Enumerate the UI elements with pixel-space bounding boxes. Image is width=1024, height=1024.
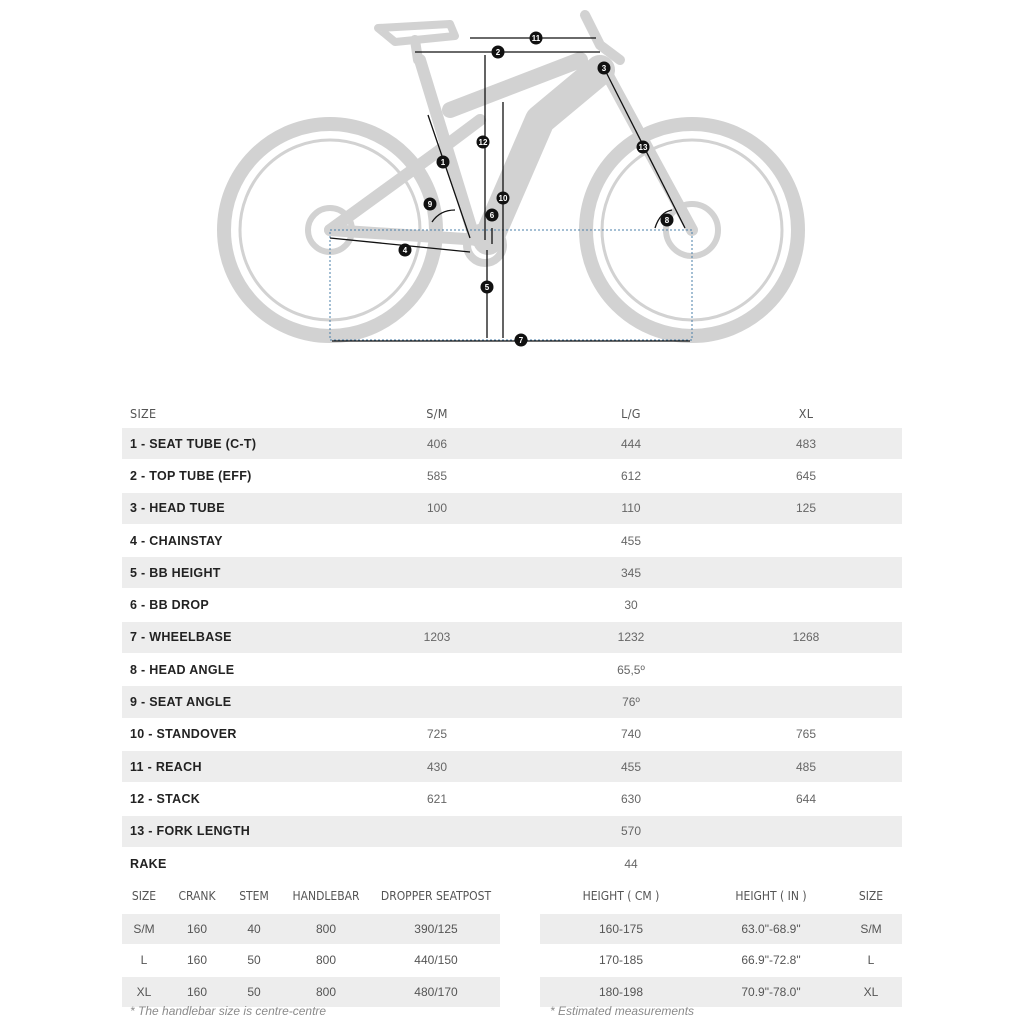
table-cell: 70.9"-78.0" — [702, 976, 840, 1008]
comp-header-size: SIZE — [122, 880, 166, 913]
table-row — [122, 913, 500, 945]
value-xl — [710, 524, 902, 556]
table-cell: 440/150 — [372, 945, 500, 977]
value-xl — [710, 589, 902, 621]
value-lg: 65,5º — [552, 654, 710, 686]
geometry-row — [122, 428, 902, 460]
bike-silhouette — [224, 15, 798, 336]
value-sm: 100 — [322, 492, 552, 524]
value-sm: 585 — [322, 460, 552, 492]
comp-header-handlebar: HANDLEBAR — [280, 880, 372, 913]
table-cell: 160 — [166, 945, 228, 977]
header-xl: XL — [798, 405, 814, 421]
value-xl: 765 — [710, 718, 902, 750]
marker-label: 11 — [531, 34, 541, 43]
marker-7 — [515, 334, 528, 347]
marker-label: 10 — [498, 194, 508, 203]
table-row — [540, 976, 902, 1008]
table-cell: 50 — [228, 945, 280, 977]
marker-9 — [424, 198, 437, 211]
table-cell: XL — [840, 976, 902, 1008]
marker-label: 8 — [664, 216, 670, 225]
height-size-table — [540, 880, 902, 1009]
table-cell: 800 — [280, 976, 372, 1008]
geometry-row — [122, 654, 902, 686]
marker-5 — [481, 281, 494, 294]
table-cell: 63.0"-68.9" — [702, 913, 840, 945]
table-cell: 40 — [228, 913, 280, 945]
value-sm — [322, 557, 552, 589]
value-xl: 485 — [710, 750, 902, 782]
row-label: 4 - CHAINSTAY — [122, 524, 322, 556]
table-cell: 180-198 — [540, 976, 702, 1008]
components-header-row — [122, 880, 500, 913]
marker-1 — [437, 156, 450, 169]
table-cell: 160 — [166, 913, 228, 945]
row-label: 11 - REACH — [122, 750, 322, 782]
geometry-row — [122, 621, 902, 653]
table-cell: S/M — [122, 913, 166, 945]
geometry-row — [122, 783, 902, 815]
value-xl: 644 — [710, 783, 902, 815]
value-lg: 612 — [552, 460, 710, 492]
marker-label: 12 — [478, 138, 488, 147]
marker-10 — [497, 192, 510, 205]
geometry-header-row — [122, 398, 902, 428]
row-label: 10 - STANDOVER — [122, 718, 322, 750]
header-size: SIZE — [130, 405, 157, 421]
marker-2 — [492, 46, 505, 59]
marker-8 — [661, 214, 674, 227]
value-lg: 570 — [552, 815, 710, 847]
geometry-table — [122, 398, 902, 880]
height-header-size: SIZE — [840, 880, 902, 913]
row-label: 12 - STACK — [122, 783, 322, 815]
marker-label: 2 — [495, 48, 501, 57]
table-row — [540, 945, 902, 977]
value-lg: 345 — [552, 557, 710, 589]
value-sm — [322, 686, 552, 718]
geometry-row — [122, 815, 902, 847]
value-xl: 125 — [710, 492, 902, 524]
marker-label: 1 — [440, 158, 446, 167]
value-xl — [710, 815, 902, 847]
value-lg: 76º — [552, 686, 710, 718]
height-header-cm: HEIGHT ( CM ) — [540, 880, 702, 913]
value-xl — [710, 557, 902, 589]
row-label: 13 - FORK LENGTH — [122, 815, 322, 847]
value-lg: 1232 — [552, 621, 710, 653]
table-cell: L — [122, 945, 166, 977]
table-cell: 170-185 — [540, 945, 702, 977]
marker-12 — [477, 136, 490, 149]
value-sm — [322, 815, 552, 847]
value-xl — [710, 686, 902, 718]
value-sm — [322, 589, 552, 621]
value-xl: 1268 — [710, 621, 902, 653]
table-cell: XL — [122, 976, 166, 1008]
table-cell: 800 — [280, 913, 372, 945]
value-sm: 725 — [322, 718, 552, 750]
height-header-row — [540, 880, 902, 913]
marker-6 — [486, 209, 499, 222]
estimate-note: * Estimated measurements — [550, 1004, 695, 1018]
value-sm: 1203 — [322, 621, 552, 653]
value-lg: 110 — [552, 492, 710, 524]
row-label: 9 - SEAT ANGLE — [122, 686, 322, 718]
value-xl: 483 — [710, 428, 902, 460]
marker-label: 13 — [638, 143, 648, 152]
components-table — [122, 880, 500, 1009]
marker-11 — [530, 32, 543, 45]
geometry-row — [122, 524, 902, 556]
table-row — [122, 945, 500, 977]
marker-label: 3 — [601, 64, 607, 73]
value-sm — [322, 524, 552, 556]
geometry-row — [122, 589, 902, 621]
row-label: RAKE — [122, 847, 322, 879]
header-lg: L/G — [621, 405, 641, 421]
marker-label: 7 — [518, 336, 524, 345]
geometry-row — [122, 686, 902, 718]
row-label: 7 - WHEELBASE — [122, 621, 322, 653]
geometry-row — [122, 492, 902, 524]
table-cell: 480/170 — [372, 976, 500, 1008]
comp-header-crank: CRANK — [166, 880, 228, 913]
seatpost — [415, 40, 418, 60]
value-xl: 645 — [710, 460, 902, 492]
table-cell: 160-175 — [540, 913, 702, 945]
table-row — [540, 913, 902, 945]
row-label: 3 - HEAD TUBE — [122, 492, 322, 524]
table-cell: 160 — [166, 976, 228, 1008]
header-sm: S/M — [426, 405, 448, 421]
value-sm: 406 — [322, 428, 552, 460]
table-cell: 50 — [228, 976, 280, 1008]
value-xl — [710, 847, 902, 879]
value-xl — [710, 654, 902, 686]
table-cell: 390/125 — [372, 913, 500, 945]
marker-label: 9 — [427, 200, 433, 209]
marker-13 — [637, 141, 650, 154]
row-label: 8 - HEAD ANGLE — [122, 654, 322, 686]
row-label: 5 - BB HEIGHT — [122, 557, 322, 589]
marker-3 — [598, 62, 611, 75]
value-lg: 30 — [552, 589, 710, 621]
marker-4 — [399, 244, 412, 257]
comp-header-stem: STEM — [228, 880, 280, 913]
value-sm: 621 — [322, 783, 552, 815]
value-lg: 455 — [552, 750, 710, 782]
marker-label: 4 — [402, 246, 408, 255]
value-sm: 430 — [322, 750, 552, 782]
geometry-row — [122, 750, 902, 782]
value-lg: 740 — [552, 718, 710, 750]
handlebar-note: * The handlebar size is centre-centre — [130, 1004, 327, 1018]
geometry-row — [122, 557, 902, 589]
row-label: 1 - SEAT TUBE (C-T) — [122, 428, 322, 460]
bike-geometry-diagram — [120, 0, 900, 370]
table-cell: 800 — [280, 945, 372, 977]
value-lg: 455 — [552, 524, 710, 556]
geometry-row — [122, 718, 902, 750]
value-lg: 444 — [552, 428, 710, 460]
value-lg: 630 — [552, 783, 710, 815]
value-sm — [322, 654, 552, 686]
marker-label: 5 — [484, 283, 490, 292]
height-header-in: HEIGHT ( IN ) — [702, 880, 840, 913]
table-cell: 66.9"-72.8" — [702, 945, 840, 977]
table-cell: L — [840, 945, 902, 977]
geometry-row — [122, 460, 902, 492]
value-sm — [322, 847, 552, 879]
table-cell: S/M — [840, 913, 902, 945]
value-lg: 44 — [552, 847, 710, 879]
comp-header-dropper: DROPPER SEATPOST — [372, 880, 500, 913]
row-label: 2 - TOP TUBE (EFF) — [122, 460, 322, 492]
table-row — [122, 976, 500, 1008]
marker-label: 6 — [489, 211, 495, 220]
geometry-row — [122, 847, 902, 879]
row-label: 6 - BB DROP — [122, 589, 322, 621]
